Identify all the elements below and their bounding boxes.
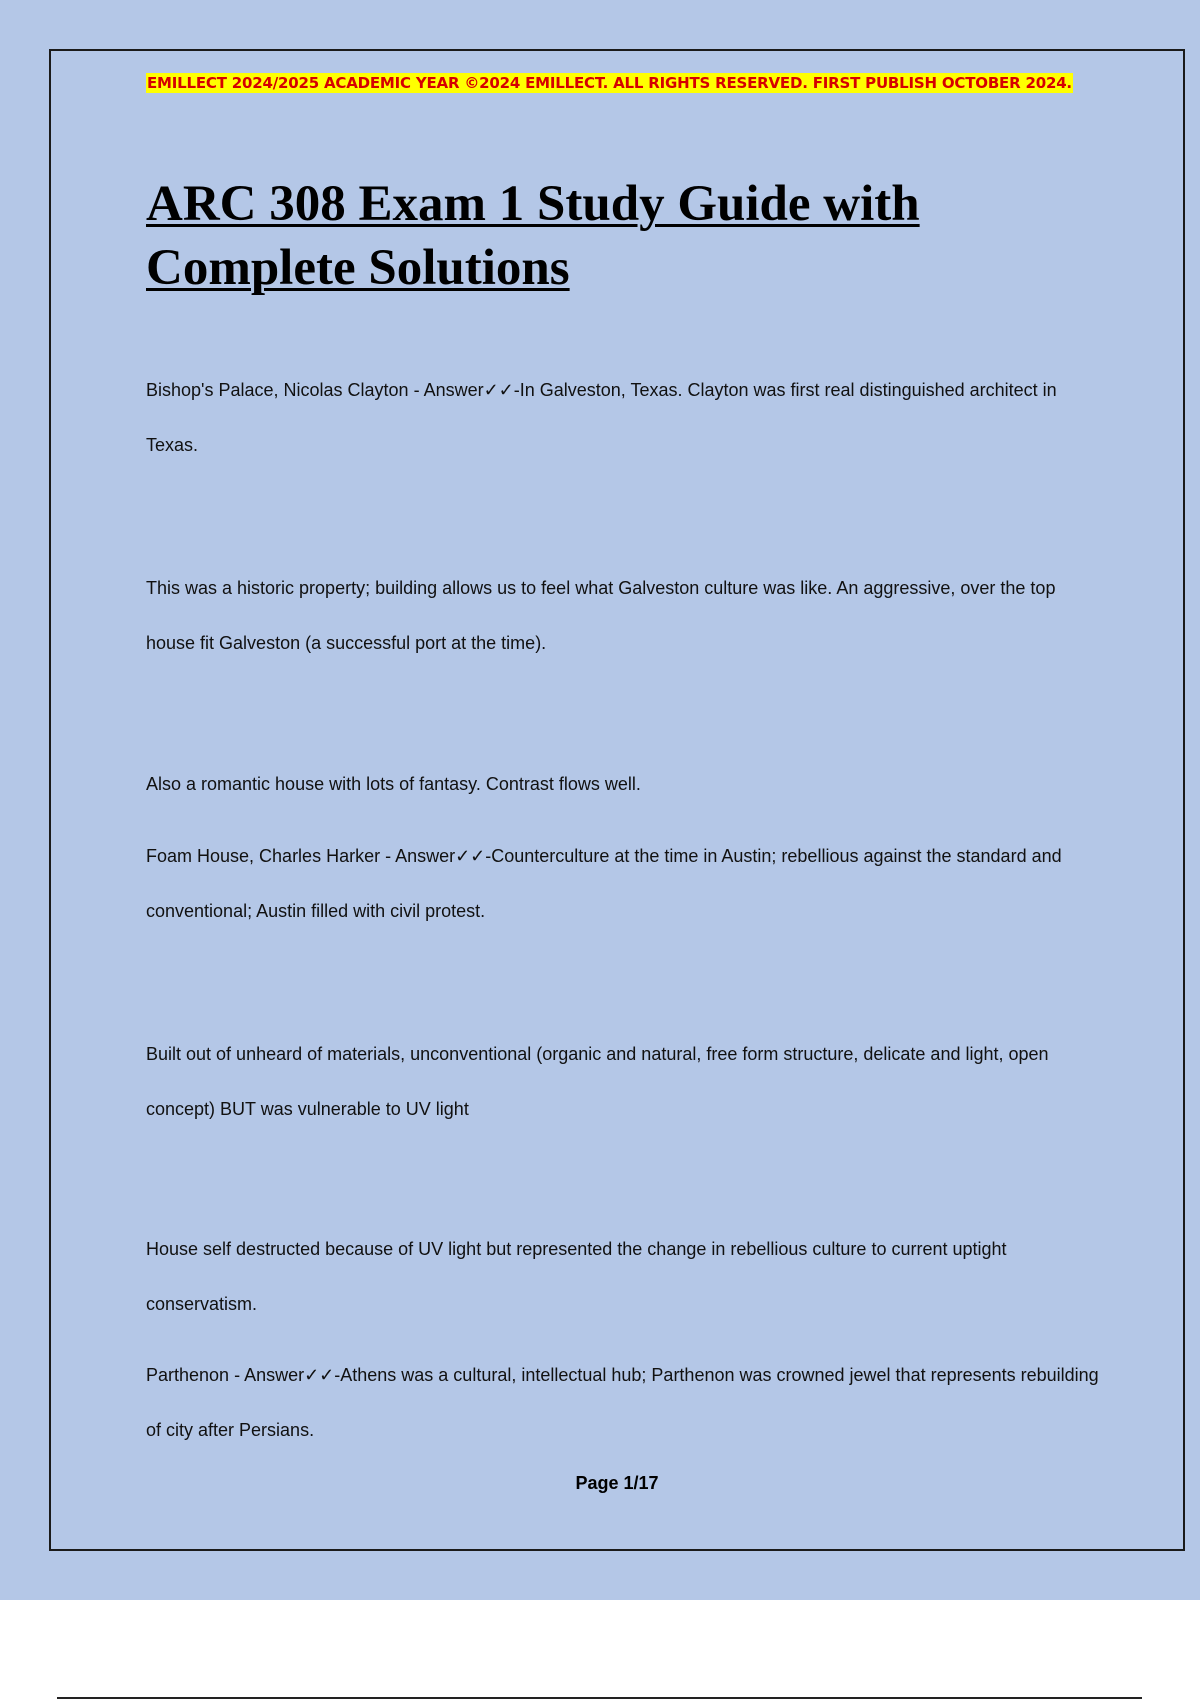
document-title: ARC 308 Exam 1 Study Guide with Complete Solutions bbox=[146, 176, 920, 296]
paragraph-materials: Built out of unheard of materials, unconventional (organic and natural, free form structure, delicate and light, open concept) BUT was vulnerable to UV light bbox=[146, 1044, 1049, 1119]
copyright-notice: EMILLECT 2024/2025 ACADEMIC YEAR ©2024 EMILLECT. ALL RIGHTS RESERVED. FIRST PUBLISH OCTOBER 2024. bbox=[147, 74, 1072, 92]
next-page-divider bbox=[57, 1697, 1142, 1699]
paragraph-historic-property: This was a historic property; building allows us to feel what Galveston culture was like. An aggressive, over the top house fit Galveston (a successful port at the time). bbox=[146, 578, 1056, 653]
paragraph-foam-house: Foam House, Charles Harker - Answer✓✓-Counterculture at the time in Austin; rebellious against the standard and conventional; Austin filled with civil protest. bbox=[146, 846, 1062, 921]
page-number: Page 1/17 bbox=[575, 1473, 659, 1493]
paragraph-bishops-palace: Bishop's Palace, Nicolas Clayton - Answer✓✓-In Galveston, Texas. Clayton was first real distinguished architect in Texas. bbox=[146, 380, 1057, 455]
paragraph-self-destructed: House self destructed because of UV light but represented the change in rebellious culture to current uptight conservatism. bbox=[146, 1239, 1007, 1314]
paragraph-romantic-house: Also a romantic house with lots of fantasy. Contrast flows well. bbox=[146, 774, 641, 794]
paragraph-parthenon: Parthenon - Answer✓✓-Athens was a cultural, intellectual hub; Parthenon was crowned jewel that represents rebuilding of city after Persians. bbox=[146, 1365, 1099, 1440]
